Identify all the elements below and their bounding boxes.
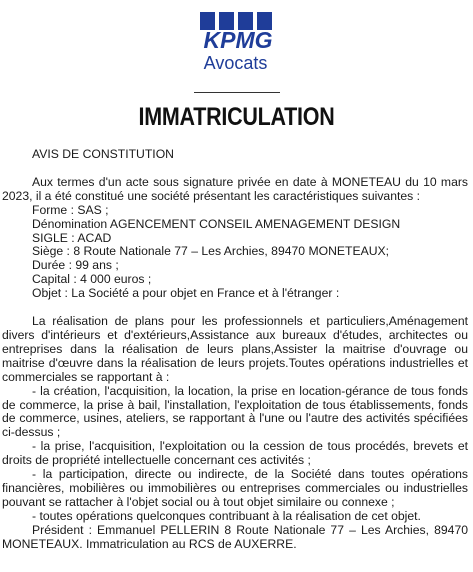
field-sigle: SIGLE : ACAD <box>32 230 112 245</box>
page-title: IMMATRICULATION <box>138 103 335 131</box>
notice-heading: AVIS DE CONSTITUTION <box>32 147 174 161</box>
field-capital: Capital : 4 000 euros ; <box>32 272 152 287</box>
object-paragraph: La réalisation de plans pour les professionnels et particuliers,Aménagement divers d'intérieurs et d'extérieurs,Assistance aux bureaux d'études, architectes ou entreprises dans la réalisation de leurs plans,Assister la maitrise d'ouvrage ou maitrise d'œuvre dans la réalisation de leurs projets.Toutes opérations industrielles et commerciales se rapportant à : <box>2 314 468 384</box>
field-forme: Forme : SAS ; <box>32 202 109 217</box>
intro-paragraph: Aux termes d'un acte sous signature privée en date à MONETEAU du 10 mars 2023, il a été constitué une société présentant les caractéristiques suivantes : <box>2 174 468 203</box>
field-denomination: Dénomination AGENCEMENT CONSEIL AMENAGEMENT DESIGN <box>32 216 401 231</box>
field-objet: Objet : La Société a pour objet en France et à l'étranger : <box>32 286 340 301</box>
president-paragraph: Président : Emmanuel PELLERIN 8 Route Nationale 77 – Les Archies, 89470 MONETEAUX. Immatriculation au RCS de AUXERRE. <box>2 522 468 551</box>
field-siege: Siège : 8 Route Nationale 77 – Les Archies, 89470 MONETEAUX; <box>32 244 390 259</box>
object-item-propriete: - la prise, l'acquisition, l'exploitation ou la cession de tous procédés, brevets et droits de propriété intellectuelle concernant ces activités ; <box>2 439 468 468</box>
object-item-creation: - la création, l'acquisition, la location, la prise en location-gérance de tous fonds de commerce, la prise à bail, l'installation, l'exploitation de tous établissements, fonds de commerce, usines, ateliers, se rapportant à l'une ou l'autre des activités spécifiées ci-dessus ; <box>2 383 468 440</box>
logo-brand: KPMG <box>203 27 273 53</box>
title-divider <box>194 92 280 93</box>
logo-subtitle: Avocats <box>203 53 268 73</box>
notice-body <box>2 148 468 551</box>
object-item-participation: - la participation, directe ou indirecte, de la Société dans toutes opérations financières, mobilières ou immobilières ou entreprises commerciales ou industrielles pouvant se rattacher à l'objet social ou à tout objet similaire ou connexe ; <box>2 467 468 509</box>
field-duree: Durée : 99 ans ; <box>32 258 119 273</box>
object-item-operations: - toutes opérations quelconques contribuant à la réalisation de cet objet. <box>32 508 421 523</box>
